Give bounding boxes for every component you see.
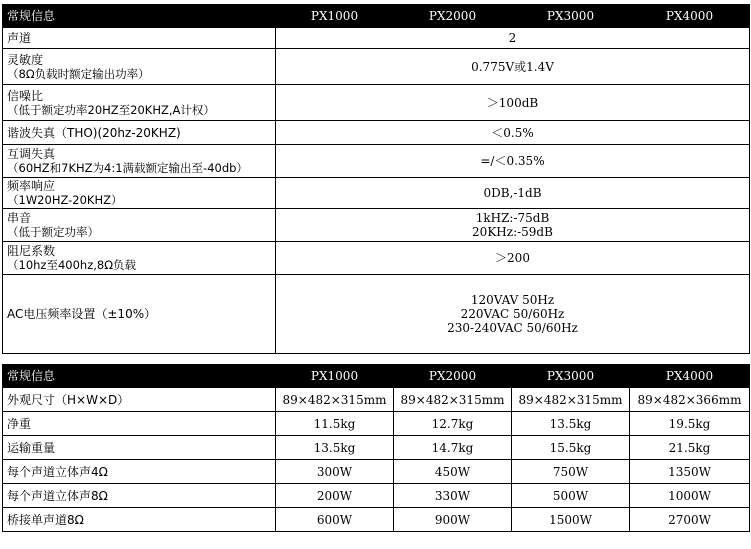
table-row [3, 121, 750, 145]
row-value: 0.775V或1.4V [276, 49, 750, 85]
spec-table [2, 4, 750, 354]
row-value: ＞100dB [276, 85, 750, 121]
table-row [3, 412, 750, 436]
cell-px3000: 15.5kg [512, 436, 630, 460]
cell-px4000: 89×482×366mm [630, 388, 750, 412]
header-cell-px1000: PX1000 [276, 365, 394, 388]
cell-px3000: 13.5kg [512, 412, 630, 436]
header-cell-px4000: PX4000 [630, 365, 750, 388]
spec-table-header [3, 5, 750, 28]
row-value: ＜0.5% [276, 121, 750, 145]
header-cell-px3000: PX3000 [512, 5, 630, 28]
row-label: 谐波失真（THO)(20hz-20KHZ) [3, 121, 276, 145]
cell-px2000: 12.7kg [394, 412, 512, 436]
row-label: 信噪比 （低于额定功率20HZ至20KHZ,A计权） [3, 85, 276, 121]
row-label: 互调失真 （60HZ和7KHZ为4:1满载额定输出至-40db） [3, 145, 276, 178]
table-row [3, 85, 750, 121]
table-row [3, 436, 750, 460]
table-row [3, 460, 750, 484]
cell-px2000: 450W [394, 460, 512, 484]
table-row [3, 484, 750, 508]
cell-px3000: 750W [512, 460, 630, 484]
row-value: =/＜0.35% [276, 145, 750, 178]
table-row [3, 178, 750, 209]
row-label: 频率响应 （1W20HZ-20KHZ） [3, 178, 276, 209]
table-row [3, 145, 750, 178]
row-label: 串音 （低于额定功率） [3, 209, 276, 242]
cell-px4000: 1350W [630, 460, 750, 484]
row-label: 运输重量 [3, 436, 276, 460]
row-label: 每个声道立体声4Ω [3, 460, 276, 484]
cell-px1000: 89×482×315mm [276, 388, 394, 412]
row-value: 120VAV 50Hz 220VAC 50/60Hz 230-240VAC 50/60Hz [276, 275, 750, 354]
cell-px2000: 89×482×315mm [394, 388, 512, 412]
cell-px4000: 19.5kg [630, 412, 750, 436]
cell-px1000: 300W [276, 460, 394, 484]
header-cell-px1000: PX1000 [276, 5, 394, 28]
row-value: ＞200 [276, 242, 750, 275]
cell-px3000: 500W [512, 484, 630, 508]
header-cell-px3000: PX3000 [512, 365, 630, 388]
cell-px1000: 11.5kg [276, 412, 394, 436]
cell-px4000: 1000W [630, 484, 750, 508]
header-cell-info: 常规信息 [3, 365, 276, 388]
cell-px2000: 14.7kg [394, 436, 512, 460]
header-cell-px4000: PX4000 [630, 5, 750, 28]
header-cell-info: 常规信息 [3, 5, 276, 28]
cell-px1000: 600W [276, 508, 394, 532]
row-label: 声道 [3, 28, 276, 49]
cell-px3000: 1500W [512, 508, 630, 532]
model-table-header [3, 365, 750, 388]
row-label: 阻尼系数 （10hz至400hz,8Ω负载 [3, 242, 276, 275]
row-label: 灵敏度 （8Ω负载时额定输出功率） [3, 49, 276, 85]
table-row [3, 242, 750, 275]
cell-px3000: 89×482×315mm [512, 388, 630, 412]
header-cell-px2000: PX2000 [394, 365, 512, 388]
row-value: 0DB,-1dB [276, 178, 750, 209]
table-row [3, 28, 750, 49]
cell-px4000: 21.5kg [630, 436, 750, 460]
row-label: AC电压频率设置（±10%） [3, 275, 276, 354]
header-cell-px2000: PX2000 [394, 5, 512, 28]
table-row [3, 508, 750, 532]
row-label: 外观尺寸（H×W×D） [3, 388, 276, 412]
row-label: 净重 [3, 412, 276, 436]
table-row [3, 209, 750, 242]
row-value: 2 [276, 28, 750, 49]
row-label: 桥接单声道8Ω [3, 508, 276, 532]
table-row [3, 49, 750, 85]
table-row [3, 275, 750, 354]
cell-px2000: 330W [394, 484, 512, 508]
cell-px1000: 200W [276, 484, 394, 508]
row-value: 1kHZ:-75dB 20KHz:-59dB [276, 209, 750, 242]
model-table [2, 364, 750, 532]
cell-px2000: 900W [394, 508, 512, 532]
cell-px1000: 13.5kg [276, 436, 394, 460]
table-row [3, 388, 750, 412]
cell-px4000: 2700W [630, 508, 750, 532]
row-label: 每个声道立体声8Ω [3, 484, 276, 508]
